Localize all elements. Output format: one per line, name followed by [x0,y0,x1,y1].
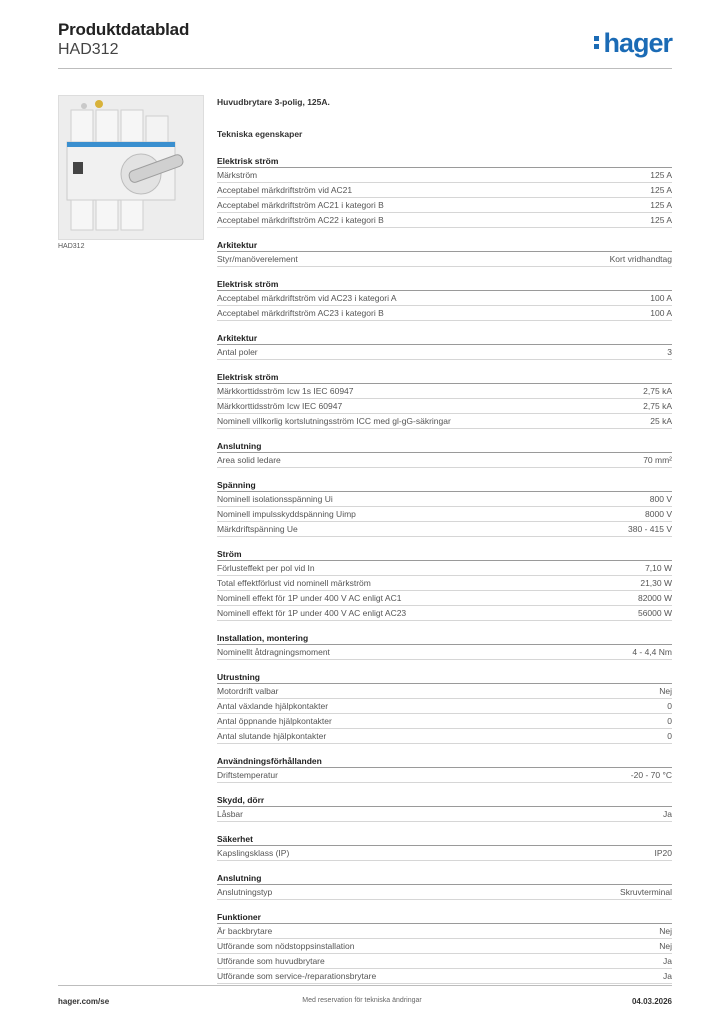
spec-value: 100 A [650,308,672,318]
spec-row [217,291,672,306]
spec-value: Ja [663,956,672,966]
spec-label: Styr/manöverelement [217,254,298,264]
spec-section [217,548,672,621]
spec-label: Anslutningstyp [217,887,273,897]
spec-row [217,213,672,228]
section-title: Elektrisk ström [217,155,672,168]
spec-value: Kort vridhandtag [609,254,672,264]
spec-row [217,885,672,900]
spec-row [217,924,672,939]
section-title: Anslutning [217,440,672,453]
logo-text: hager [603,28,672,58]
spec-label: Låsbar [217,809,243,819]
spec-row [217,492,672,507]
spec-section [217,755,672,783]
spec-row [217,684,672,699]
spec-value: 70 mm² [643,455,672,465]
spec-row [217,198,672,213]
spec-value: Nej [659,926,672,936]
section-title: Ström [217,548,672,561]
spec-row [217,954,672,969]
spec-row [217,168,672,183]
spec-label: Area solid ledare [217,455,281,465]
product-code: HAD312 [58,41,119,58]
spec-value: 0 [667,701,672,711]
spec-label: Nominell isolationsspänning Ui [217,494,333,504]
section-title: Elektrisk ström [217,371,672,384]
section-title: Användningsförhållanden [217,755,672,768]
logo-dots-icon [594,33,600,52]
section-title: Anslutning [217,872,672,885]
spec-label: Utförande som nödstoppsinstallation [217,941,355,951]
spec-section [217,632,672,660]
spec-value: IP20 [654,848,672,858]
spec-section [217,794,672,822]
spec-value: 0 [667,731,672,741]
spec-row [217,399,672,414]
spec-row [217,561,672,576]
spec-row [217,939,672,954]
section-title: Arkitektur [217,239,672,252]
spec-label: Nominell villkorlig kortslutningsström ICC med gl-gG-säkringar [217,416,451,426]
spec-value: 25 kA [650,416,672,426]
spec-label: Acceptabel märkdriftström AC21 i kategori B [217,200,384,210]
spec-row [217,252,672,267]
spec-value: 800 V [649,494,672,504]
spec-label: Är backbrytare [217,926,273,936]
spec-value: -20 - 70 °C [630,770,672,780]
section-title: Spänning [217,479,672,492]
section-title: Installation, montering [217,632,672,645]
spec-value: 125 A [650,215,672,225]
spec-value: 8000 V [645,509,672,519]
spec-section [217,332,672,360]
spec-label: Antal poler [217,347,258,357]
spec-row [217,507,672,522]
spec-value: 56000 W [637,608,672,618]
spec-value: 125 A [650,170,672,180]
image-caption: HAD312 [58,243,85,250]
spec-row [217,846,672,861]
spec-section [217,155,672,228]
spec-value: Ja [663,971,672,981]
spec-label: Förlusteffekt per pol vid In [217,563,315,573]
footer-disclaimer: Med reservation för tekniska ändringar [302,997,422,1004]
spec-row [217,699,672,714]
spec-label: Antal slutande hjälpkontakter [217,731,327,741]
spec-label: Motordrift valbar [217,686,279,696]
spec-section [217,440,672,468]
spec-row [217,384,672,399]
section-title: Säkerhet [217,833,672,846]
product-description: Huvudbrytare 3-polig, 125A. [217,97,330,107]
spec-row [217,414,672,429]
spec-subtitle: Tekniska egenskaper [217,129,303,139]
spec-content [217,96,672,984]
spec-value: Ja [663,809,672,819]
spec-value: 82000 W [637,593,672,603]
spec-label: Total effektförlust vid nominell märkström [217,578,371,588]
spec-label: Märkström [217,170,258,180]
section-title: Funktioner [217,911,672,924]
spec-row [217,306,672,321]
page-title: Produktdatablad [58,20,190,39]
section-title: Skydd, dörr [217,794,672,807]
spec-value: 7,10 W [645,563,672,573]
spec-value: 2,75 kA [643,401,672,411]
spec-value: 125 A [650,200,672,210]
spec-label: Acceptabel märkdriftström AC22 i kategori B [217,215,384,225]
spec-label: Acceptabel märkdriftström vid AC21 [217,185,353,195]
spec-label: Utförande som huvudbrytare [217,956,325,966]
spec-label: Nominell effekt för 1P under 400 V AC enligt AC1 [217,593,402,603]
spec-label: Driftstemperatur [217,770,278,780]
spec-row [217,345,672,360]
spec-label: Acceptabel märkdriftström AC23 i kategori B [217,308,384,318]
spec-section [217,671,672,744]
spec-row [217,453,672,468]
spec-row [217,591,672,606]
spec-row [217,729,672,744]
header [58,20,189,60]
spec-section [217,833,672,861]
spec-sections [217,155,672,984]
spec-section [217,911,672,984]
spec-label: Nominell impulsskyddspänning Uimp [217,509,356,519]
spec-value: 21,30 W [640,578,672,588]
spec-label: Nominellt åtdragningsmoment [217,647,330,657]
section-title: Arkitektur [217,332,672,345]
spec-row [217,969,672,984]
switch-disconnector-icon [59,96,203,239]
header-divider [58,68,672,69]
spec-row [217,183,672,198]
spec-value: 3 [667,347,672,357]
spec-value: 100 A [650,293,672,303]
footer-date: 04.03.2026 [631,997,672,1006]
spec-row [217,714,672,729]
spec-value: 380 - 415 V [628,524,672,534]
spec-value: Nej [659,941,672,951]
spec-row [217,807,672,822]
spec-section [217,239,672,267]
spec-label: Märkkorttidsström Icw 1s IEC 60947 [217,386,354,396]
spec-value: 125 A [650,185,672,195]
section-title: Utrustning [217,671,672,684]
spec-label: Utförande som service-/reparationsbrytare [217,971,377,981]
spec-row [217,576,672,591]
spec-row [217,522,672,537]
spec-row [217,645,672,660]
spec-value: Skruvterminal [620,887,672,897]
spec-label: Märkdriftspänning Ue [217,524,298,534]
spec-label: Antal öppnande hjälpkontakter [217,716,332,726]
footer-website[interactable]: hager.com/se [58,997,110,1006]
spec-value: Nej [659,686,672,696]
spec-section [217,479,672,537]
spec-label: Kapslingsklass (IP) [217,848,290,858]
spec-section [217,371,672,429]
spec-row [217,768,672,783]
hager-logo [594,28,672,59]
product-image [58,95,204,240]
spec-row [217,606,672,621]
spec-section [217,278,672,321]
spec-value: 4 - 4,4 Nm [632,647,672,657]
spec-section [217,872,672,900]
spec-label: Antal växlande hjälpkontakter [217,701,329,711]
footer-divider [58,985,672,986]
spec-label: Nominell effekt för 1P under 400 V AC enligt AC23 [217,608,407,618]
section-title: Elektrisk ström [217,278,672,291]
spec-value: 0 [667,716,672,726]
spec-label: Acceptabel märkdriftström vid AC23 i kategori A [217,293,397,303]
spec-value: 2,75 kA [643,386,672,396]
spec-label: Märkkorttidsström Icw IEC 60947 [217,401,343,411]
